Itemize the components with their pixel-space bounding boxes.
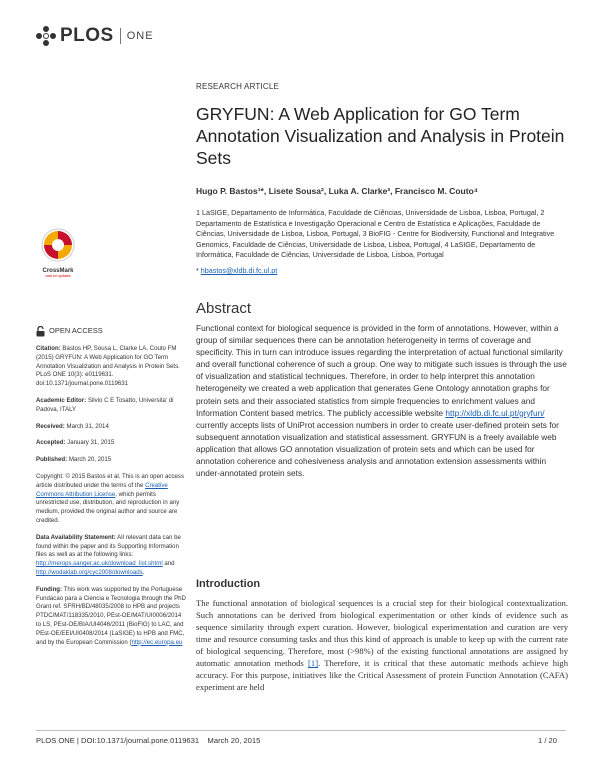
citation-text: Bastos HP, Sousa L, Clarke LA, Couto FM (2015) GRYFUN: A Web Application for GO Term Annotation Visualization and Analysis in Protein Sets. PLoS ONE 10(3): e0119631. doi:10.1371/journal.pone.0119631: [36, 345, 180, 388]
crossmark-sublabel: click for updates: [45, 274, 71, 278]
introduction-heading: Introduction: [196, 578, 261, 590]
data-availability-block: [36, 534, 186, 578]
data-and: and: [162, 560, 175, 568]
received-label: Received:: [36, 422, 65, 430]
open-lock-icon: [36, 326, 45, 337]
article-sidebar: [36, 326, 186, 655]
crossmark-label: CrossMark: [42, 268, 74, 274]
plos-logo[interactable]: [36, 25, 154, 47]
merops-link[interactable]: http://merops.sanger.ac.uk/download_list.shtml: [36, 560, 163, 568]
published-label: Published:: [36, 456, 68, 464]
email-link[interactable]: hbastos@xldb.di.fc.ul.pt: [200, 266, 278, 275]
received-date: March 31, 2014: [64, 422, 109, 430]
corresponding-email: [196, 266, 277, 275]
copyright-text-end: , which permits unrestricted use, distribution, and reproduction in any medium, provided the original author and source are credited.: [36, 490, 180, 524]
editor-block: [36, 397, 186, 415]
footer-citation: PLOS ONE | DOI:10.1371/journal.pone.0119631 March 20, 2015: [36, 736, 261, 745]
data-availability-text: All relevant data can be found within the paper and its Supporting Information files as well as at the following links:: [36, 533, 181, 559]
published-block: [36, 456, 186, 465]
editor-text: Silvio C E Tosatto, Universita' di Padova, ITALY: [36, 396, 174, 413]
email-marker: *: [196, 266, 201, 275]
funding-block: [36, 586, 186, 648]
abstract-body: [196, 322, 568, 479]
data-availability-label: Data Availability Statement:: [36, 533, 116, 541]
logo-text: PLOS: [60, 25, 114, 46]
article-type-label: RESEARCH ARTICLE: [196, 82, 280, 91]
editor-label: Academic Editor:: [36, 396, 87, 404]
footer-divider: [36, 730, 566, 731]
accepted-label: Accepted:: [36, 439, 66, 447]
accepted-date: January 31, 2015: [65, 439, 115, 447]
abstract-heading: Abstract: [196, 300, 252, 317]
gryfun-website-link[interactable]: http://xldb.di.fc.ul.pt/gryfun/: [445, 407, 545, 418]
crossmark-badge[interactable]: [38, 228, 78, 278]
data-end: .: [142, 568, 145, 576]
funding-text: This work was supported by the Portuguese Fundacao para a Ciencia e Tecnologia through the PhD Grant ref. SFRH/BD/48035/2008 to HPB and projects PTDC/MAT/118335/2010, PEst-OE/MAT/UI0006/2014 to LS, PEst-OE/BIA/UI4046/2011 (BioFIG) to LAC, and PEst-OE/EEI/UI0408/2014 (LaSIGE) to HPB and FMC, and by the European Commission (: [36, 585, 186, 646]
page-number: 1 / 20: [538, 736, 557, 745]
article-title: GRYFUN: A Web Application for GO Term Annotation Visualization and Analysis in Protein Sets: [196, 104, 565, 168]
received-block: [36, 423, 186, 432]
affiliations: 1 LaSIGE, Departamento de Informática, Faculdade de Ciências, Universidade de Lisboa, Lisboa, Portugal, 2 Departamento de Estatística e Investigação Operacional e Centro de Estatística e Aplicações, Faculdade de Ciências, Universidade de Lisboa, Lisboa, Portugal, 3 BioFIG - Centre for Biodiversity, Functional and Integrative Genomics, Faculdade de Ciências, Universidade de Lisboa, Lisboa, Portugal, 4 LaSIGE, Departamento de Informática, Faculdade de Ciências, Universidade de Lisboa, Lisboa, Portugal: [196, 208, 555, 260]
published-date: March 20, 2015: [67, 456, 112, 464]
funding-label: Funding:: [36, 585, 63, 593]
ec-europa-link[interactable]: http://ec.europa.eu: [131, 638, 183, 646]
open-access-badge: [36, 326, 186, 337]
crossmark-icon: [41, 228, 75, 262]
reference-link[interactable]: [1]: [308, 658, 319, 668]
citation-label: Citation:: [36, 345, 61, 352]
accepted-block: [36, 439, 186, 448]
wodaklab-link[interactable]: http://wodaklab.org/cyc2008/downloads: [36, 568, 143, 576]
intro-text-part2: . Therefore, it is critical that these automatic methods achieve high accuracy. For this purpose, initiatives like the Critical Assessment of protein Function Annotation (CAFA) experiment are held: [196, 658, 568, 692]
logo-divider: [120, 28, 121, 44]
author-list: Hugo P. Bastos¹*, Lisete Sousa², Luka A. Clarke³, Francisco M. Couto⁴: [196, 186, 478, 196]
plos-mark-icon: [36, 26, 56, 46]
copyright-block: [36, 473, 186, 526]
citation-block: [36, 345, 186, 389]
license-link[interactable]: Creative Commons Attribution License: [36, 481, 168, 498]
open-access-label: OPEN ACCESS: [49, 326, 103, 336]
abstract-text-part1: Functional context for biological sequence is provided in the form of annotations. However, within a group of similar sequences there can be annotation heterogeneity in terms of coverage and specificity. This in turn can introduce issues regarding the interpretation of actual functional similarity and overall functional coherence of such a group. One way to mitigate such issues is through the use of visualization and statistical techniques. Therefore, in order to help interpret this annotation heterogeneity we created a web application that generates Gene Ontology annotation graphs for protein sets and their associated statistics from simple frequencies to enrichment values and Information Content based metrics. The publicly accessible website: [196, 323, 567, 418]
intro-text-part1: The functional annotation of biological sequences is a crucial step for their biological contextualization. Such annotations can be derived from biological experimentation or other kinds of evidence such as sequence similarity through expert curation. However, biological experimentation and curation are very time and resource consuming tasks and thus this kind of approach is unable to keep up with the current rate of biological sequencing. Therefore, most (>98%) of the existing functional annotations are assigned by automatic annotation methods: [196, 598, 568, 668]
introduction-body: [196, 597, 568, 693]
copyright-text: Copyright: © 2015 Bastos et al. This is an open access article distributed under the terms of the: [36, 472, 184, 489]
logo-subtext: ONE: [126, 30, 154, 42]
abstract-text-part2: currently accepts lists of UniProt accession numbers in order to create user-defined protein sets for subsequent annotation visualization and statistical assessment. GRYFUN is a freely available web application that allows GO annotation visualization of protein sets and which can be used for annotation coherence and cohesiveness analysis and annotation extension assessments within under-annotated protein sets.: [196, 419, 559, 479]
